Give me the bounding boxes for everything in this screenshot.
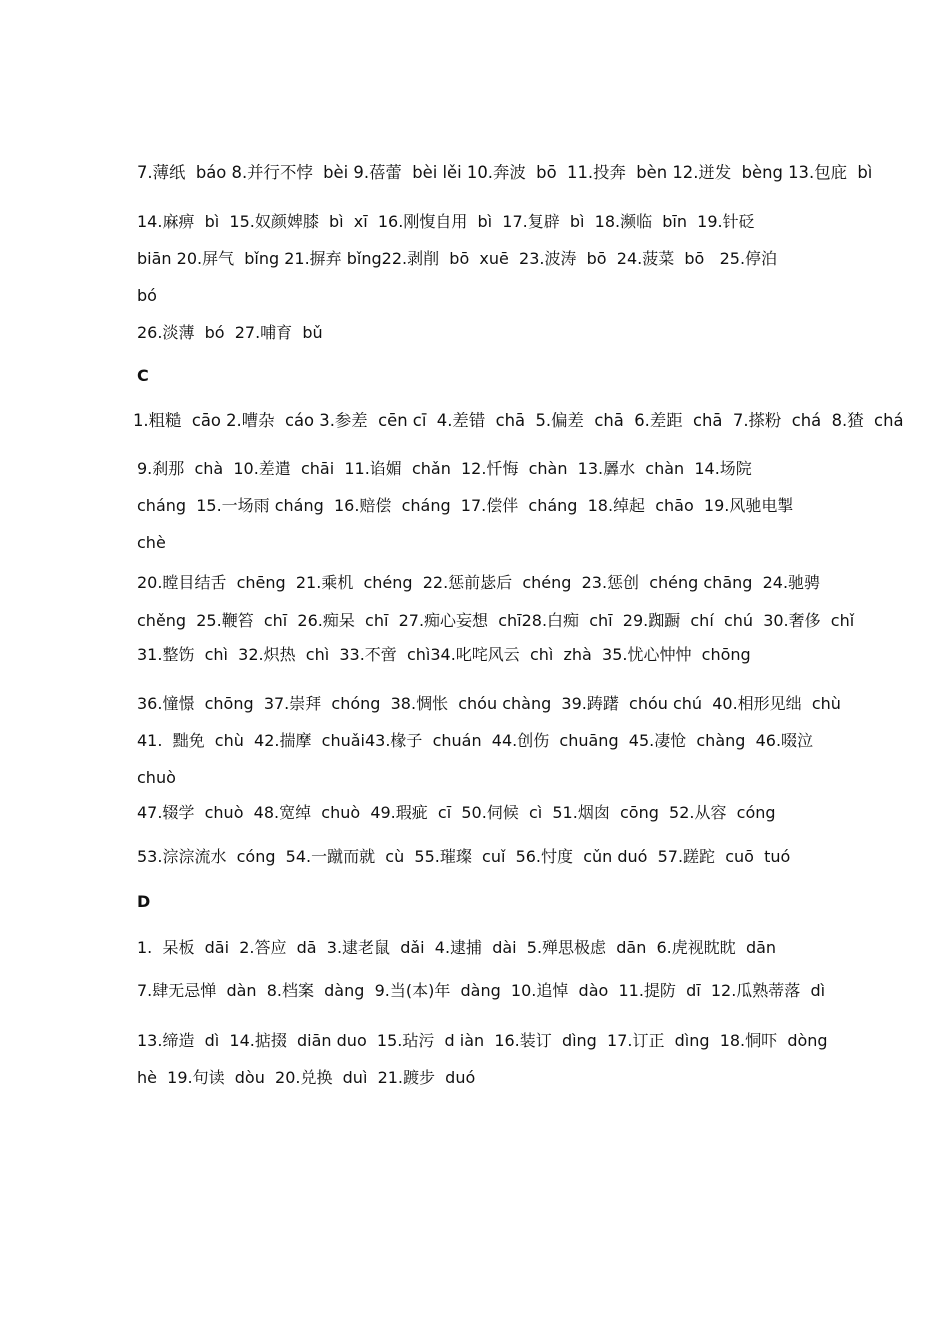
text-line-5: 26.淡薄 bó 27.哺育 bǔ <box>137 323 323 342</box>
text-line-1: 7.薄纸 báo 8.并行不悖 bèi 9.蓓蕾 bèi lěi 10.奔波 bō 11.投奔 bèn 12.迸发 bèng 13.包庇 bì <box>137 163 873 182</box>
text-line-11: 20.瞠目结舌 chēng 21.乘机 chéng 22.惩前毖后 chéng 23.惩创 chéng chāng 24.驰骋 <box>137 573 821 592</box>
text-line-3: biān 20.屏气 bǐng 21.摒弃 bǐng22.剥削 bō xuē 23.波涛 bō 24.菠菜 bō 25.停泊 <box>137 249 778 268</box>
section-heading-c: C <box>137 366 149 385</box>
text-line-2: 14.麻痹 bì 15.奴颜婢膝 bì xī 16.刚愎自用 bì 17.复辟 bì 18.濒临 bīn 19.针砭 <box>137 212 755 231</box>
text-line-8: 9.刹那 chà 10.差遣 chāi 11.谄媚 chǎn 12.忏悔 chàn 13.羼水 chàn 14.场院 <box>137 459 752 478</box>
text-line-18: 53.淙淙流水 cóng 54.一蹴而就 cù 55.璀璨 cuǐ 56.忖度 cǔn duó 57.蹉跎 cuō tuó <box>137 847 791 866</box>
text-line-13: 31.整饬 chì 32.炽热 chì 33.不啻 chì34.叱咤风云 chì zhà 35.忧心忡忡 chōng <box>137 645 751 664</box>
text-line-10: chè <box>137 533 166 552</box>
text-line-15: 41. 黜免 chù 42.揣摩 chuǎi43.椽子 chuán 44.创伤 chuāng 45.凄怆 chàng 46.啜泣 <box>137 731 814 750</box>
text-line-7: 1.粗糙 cāo 2.嘈杂 cáo 3.参差 cēn cī 4.差错 chā 5.偏差 chā 6.差距 chā 7.搽粉 chá 8.猹 chá <box>133 411 904 430</box>
text-line-20: 1. 呆板 dāi 2.答应 dā 3.逮老鼠 dǎi 4.逮捕 dài 5.殚思极虑 dān 6.虎视眈眈 dān <box>137 938 777 957</box>
text-line-4: bó <box>137 286 157 305</box>
text-line-9: cháng 15.一场雨 cháng 16.赔偿 cháng 17.偿伴 cháng 18.绰起 chāo 19.风驰电掣 <box>137 496 794 515</box>
text-line-16: chuò <box>137 768 176 787</box>
section-heading-d: D <box>137 892 151 911</box>
text-line-12: chěng 25.鞭笞 chī 26.痴呆 chī 27.痴心妄想 chī28.白痴 chī 29.踟蹰 chí chú 30.奢侈 chǐ <box>137 611 855 630</box>
text-line-21: 7.肆无忌惮 dàn 8.档案 dàng 9.当(本)年 dàng 10.追悼 dào 11.提防 dī 12.瓜熟蒂落 dì <box>137 981 826 1000</box>
text-line-23: hè 19.句读 dòu 20.兑换 duì 21.踱步 duó <box>137 1068 476 1087</box>
text-line-17: 47.辍学 chuò 48.宽绰 chuò 49.瑕疵 cī 50.伺候 cì 51.烟囱 cōng 52.从容 cóng <box>137 803 776 822</box>
text-line-22: 13.缔造 dì 14.掂掇 diān duo 15.玷污 d iàn 16.装订 dìng 17.订正 dìng 18.恫吓 dòng <box>137 1031 828 1050</box>
text-line-14: 36.憧憬 chōng 37.崇拜 chóng 38.惆怅 chóu chàng 39.踌躇 chóu chú 40.相形见绌 chù <box>137 694 841 713</box>
